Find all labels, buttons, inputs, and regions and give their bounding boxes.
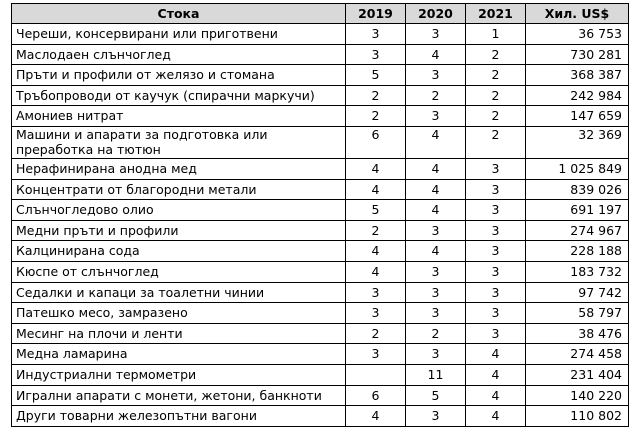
cell-2019: 4: [346, 261, 406, 282]
cell-2021: 3: [466, 303, 526, 324]
cell-commodity: Слънчогледово олио: [12, 200, 346, 221]
cell-2019: [346, 364, 406, 385]
table-row: [12, 406, 629, 427]
cell-commodity: Маслодаен слънчоглед: [12, 44, 346, 65]
cell-commodity: Нерафинирана анодна мед: [12, 158, 346, 179]
cell-2020: 4: [406, 241, 466, 262]
table-row: [12, 323, 629, 344]
table-row: [12, 220, 629, 241]
table-header: [12, 4, 629, 24]
table-row: [12, 179, 629, 200]
table-row: [12, 344, 629, 365]
cell-2019: 6: [346, 385, 406, 406]
cell-commodity: Машини и апарати за подготовка или преработка на тютюн: [12, 126, 346, 158]
cell-2019: 3: [346, 303, 406, 324]
cell-2021: 3: [466, 158, 526, 179]
cell-value: 242 984: [526, 85, 629, 106]
cell-commodity: Череши, консервирани или приготвени: [12, 24, 346, 45]
cell-2019: 5: [346, 65, 406, 86]
cell-value: 38 476: [526, 323, 629, 344]
cell-2019: 4: [346, 406, 406, 427]
cell-2020: 3: [406, 24, 466, 45]
cell-2019: 3: [346, 282, 406, 303]
cell-2021: 2: [466, 85, 526, 106]
cell-2020: 3: [406, 220, 466, 241]
cell-commodity: Тръбопроводи от каучук (спирачни маркучи): [12, 85, 346, 106]
cell-2020: 3: [406, 65, 466, 86]
cell-commodity: Калцинирана сода: [12, 241, 346, 262]
cell-value: 183 732: [526, 261, 629, 282]
header-2019: 2019: [346, 4, 406, 24]
cell-2019: 5: [346, 200, 406, 221]
cell-2021: 4: [466, 364, 526, 385]
table-row: [12, 200, 629, 221]
cell-commodity: Седалки и капаци за тоалетни чинии: [12, 282, 346, 303]
cell-2021: 3: [466, 179, 526, 200]
table-row: [12, 261, 629, 282]
table-row: [12, 241, 629, 262]
cell-2021: 3: [466, 323, 526, 344]
cell-2021: 4: [466, 385, 526, 406]
cell-value: 228 188: [526, 241, 629, 262]
cell-commodity: Кюспе от слънчоглед: [12, 261, 346, 282]
cell-commodity: Амониев нитрат: [12, 106, 346, 127]
cell-2021: 2: [466, 106, 526, 127]
cell-commodity: Концентрати от благородни метали: [12, 179, 346, 200]
cell-value: 32 369: [526, 126, 629, 158]
cell-2021: 4: [466, 344, 526, 365]
export-table: [11, 3, 629, 427]
cell-2020: 2: [406, 85, 466, 106]
cell-2021: 4: [466, 406, 526, 427]
cell-2021: 3: [466, 261, 526, 282]
cell-value: 231 404: [526, 364, 629, 385]
table-row: [12, 24, 629, 45]
cell-2020: 4: [406, 126, 466, 158]
cell-value: 839 026: [526, 179, 629, 200]
cell-2021: 3: [466, 220, 526, 241]
cell-value: 730 281: [526, 44, 629, 65]
cell-2020: 4: [406, 44, 466, 65]
cell-value: 274 967: [526, 220, 629, 241]
table-row: [12, 106, 629, 127]
cell-commodity: Патешко месо, замразено: [12, 303, 346, 324]
cell-2021: 2: [466, 65, 526, 86]
cell-value: 110 802: [526, 406, 629, 427]
cell-2019: 2: [346, 85, 406, 106]
cell-2020: 3: [406, 406, 466, 427]
cell-2019: 4: [346, 179, 406, 200]
table-row: [12, 65, 629, 86]
table-body: [12, 24, 629, 427]
cell-value: 58 797: [526, 303, 629, 324]
cell-2020: 2: [406, 323, 466, 344]
cell-2020: 4: [406, 179, 466, 200]
cell-commodity: Медни пръти и профили: [12, 220, 346, 241]
cell-commodity: Пръти и профили от желязо и стомана: [12, 65, 346, 86]
cell-2021: 2: [466, 126, 526, 158]
table-row: [12, 85, 629, 106]
cell-2020: 3: [406, 106, 466, 127]
cell-2020: 11: [406, 364, 466, 385]
cell-2020: 4: [406, 158, 466, 179]
cell-2020: 4: [406, 200, 466, 221]
cell-commodity: Други товарни железопътни вагони: [12, 406, 346, 427]
cell-value: 368 387: [526, 65, 629, 86]
cell-2020: 5: [406, 385, 466, 406]
table-row: [12, 44, 629, 65]
cell-commodity: Индустриални термометри: [12, 364, 346, 385]
cell-2019: 3: [346, 24, 406, 45]
cell-value: 691 197: [526, 200, 629, 221]
header-value: Хил. US$: [526, 4, 629, 24]
cell-value: 1 025 849: [526, 158, 629, 179]
cell-value: 274 458: [526, 344, 629, 365]
header-row: [12, 4, 629, 24]
cell-value: 140 220: [526, 385, 629, 406]
table-row: [12, 303, 629, 324]
cell-commodity: Медна ламарина: [12, 344, 346, 365]
cell-2019: 2: [346, 220, 406, 241]
header-2020: 2020: [406, 4, 466, 24]
cell-value: 97 742: [526, 282, 629, 303]
cell-commodity: Игрални апарати с монети, жетони, банкноти: [12, 385, 346, 406]
cell-2020: 3: [406, 303, 466, 324]
cell-2021: 1: [466, 24, 526, 45]
cell-2021: 3: [466, 241, 526, 262]
cell-value: 147 659: [526, 106, 629, 127]
cell-2021: 2: [466, 44, 526, 65]
cell-2020: 3: [406, 344, 466, 365]
cell-2019: 3: [346, 344, 406, 365]
cell-2020: 3: [406, 282, 466, 303]
cell-2021: 3: [466, 200, 526, 221]
cell-2019: 2: [346, 106, 406, 127]
cell-2020: 3: [406, 261, 466, 282]
cell-2019: 6: [346, 126, 406, 158]
header-2021: 2021: [466, 4, 526, 24]
header-commodity: Стока: [12, 4, 346, 24]
cell-2021: 3: [466, 282, 526, 303]
table-row: [12, 158, 629, 179]
cell-2019: 4: [346, 241, 406, 262]
table-row: [12, 282, 629, 303]
table-row: [12, 385, 629, 406]
table-row: [12, 364, 629, 385]
table-row: [12, 126, 629, 158]
cell-2019: 2: [346, 323, 406, 344]
cell-commodity: Месинг на плочи и ленти: [12, 323, 346, 344]
cell-value: 36 753: [526, 24, 629, 45]
export-table-container: [11, 3, 629, 427]
cell-2019: 4: [346, 158, 406, 179]
cell-2019: 3: [346, 44, 406, 65]
